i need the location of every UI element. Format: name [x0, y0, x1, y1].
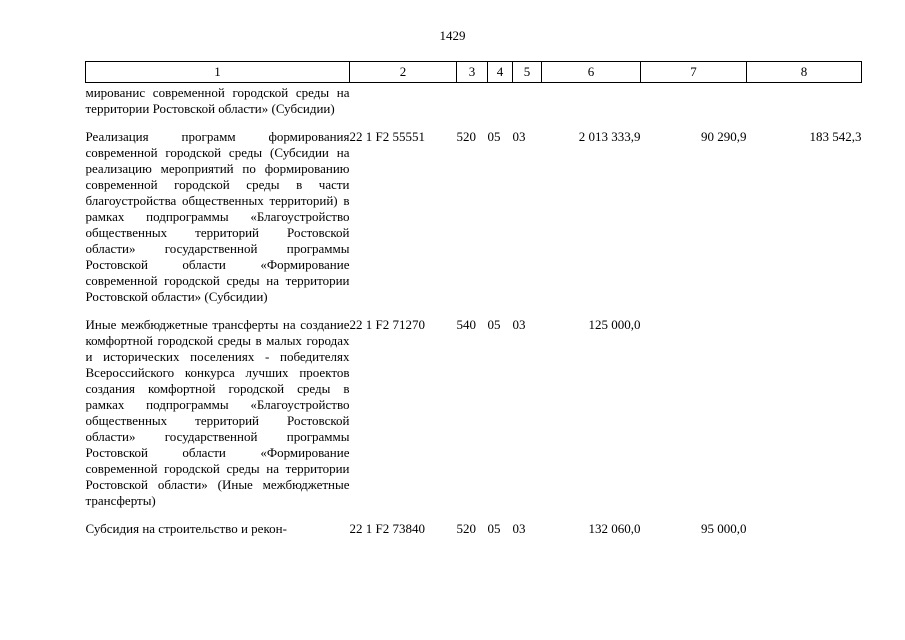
header-col-8: 8	[747, 62, 862, 83]
row-value-6: 125 000,0	[588, 317, 641, 332]
table-row	[86, 305, 862, 509]
header-col-5: 5	[513, 62, 542, 83]
row-value-7: 95 000,0	[701, 521, 747, 536]
row-col-3	[457, 83, 488, 118]
header-col-6: 6	[542, 62, 641, 83]
row-description: мированис современной городской среды на территории Ростовской области» (Субсидии)	[85, 85, 350, 116]
row-col-5: 03	[512, 317, 526, 332]
row-description: Субсидия на строительство и рекон-	[85, 521, 287, 536]
page-number: 1429	[439, 28, 466, 43]
row-col-3: 540	[456, 317, 476, 332]
row-value-7	[641, 305, 747, 509]
table-row	[86, 509, 862, 537]
row-col-4: 05	[487, 317, 501, 332]
header-col-7: 7	[641, 62, 747, 83]
header-col-4: 4	[488, 62, 513, 83]
budget-table	[85, 61, 862, 537]
row-code: 22 1 F2 55551	[349, 129, 425, 144]
row-code: 22 1 F2 71270	[349, 317, 425, 332]
row-value-7	[641, 83, 747, 118]
row-code	[350, 83, 457, 118]
row-col-3: 520	[456, 521, 476, 536]
header-col-3: 3	[457, 62, 488, 83]
row-col-5: 03	[512, 521, 526, 536]
row-col-4: 05	[487, 129, 501, 144]
row-col-5: 03	[512, 129, 526, 144]
row-col-4: 05	[487, 521, 501, 536]
row-description: Реализация программ формирования современной городской среды (Субсидии на реализацию мероприятий по формированию современной городской среды в части благоустройства общественных территорий) в рамках подпрограммы «Благоустройство общественных территорий Ростовской области» государственной программы Ростовской области «Формирование современной городской среды на территории Ростовской области» (Субсидии)	[85, 129, 350, 304]
row-col-4	[488, 83, 513, 118]
row-value-8	[747, 305, 862, 509]
row-code: 22 1 F2 73840	[349, 521, 425, 536]
row-value-8	[747, 83, 862, 118]
header-col-2: 2	[350, 62, 457, 83]
row-value-6	[542, 83, 641, 118]
table-row	[86, 83, 862, 118]
row-value-8	[747, 509, 862, 537]
header-row	[86, 62, 862, 83]
row-col-5	[513, 83, 542, 118]
row-description: Иные межбюджетные трансферты на создание комфортной городской среды в малых городах и исторических поселениях - победителях Всероссийского конкурса лучших проектов создания комфортной городской среды в рамках подпрограммы «Благоустройство общественных территорий Ростовской области» государственной программы Ростовской области «Формирование современной городской среды на территории Ростовской области» (Иные межбюджетные трансферты)	[85, 317, 350, 508]
table-row	[86, 117, 862, 305]
header-col-1: 1	[86, 62, 350, 83]
row-value-6: 132 060,0	[588, 521, 641, 536]
row-col-3: 520	[456, 129, 476, 144]
row-value-8: 183 542,3	[809, 129, 862, 144]
row-value-6: 2 013 333,9	[578, 129, 641, 144]
row-value-7: 90 290,9	[701, 129, 747, 144]
